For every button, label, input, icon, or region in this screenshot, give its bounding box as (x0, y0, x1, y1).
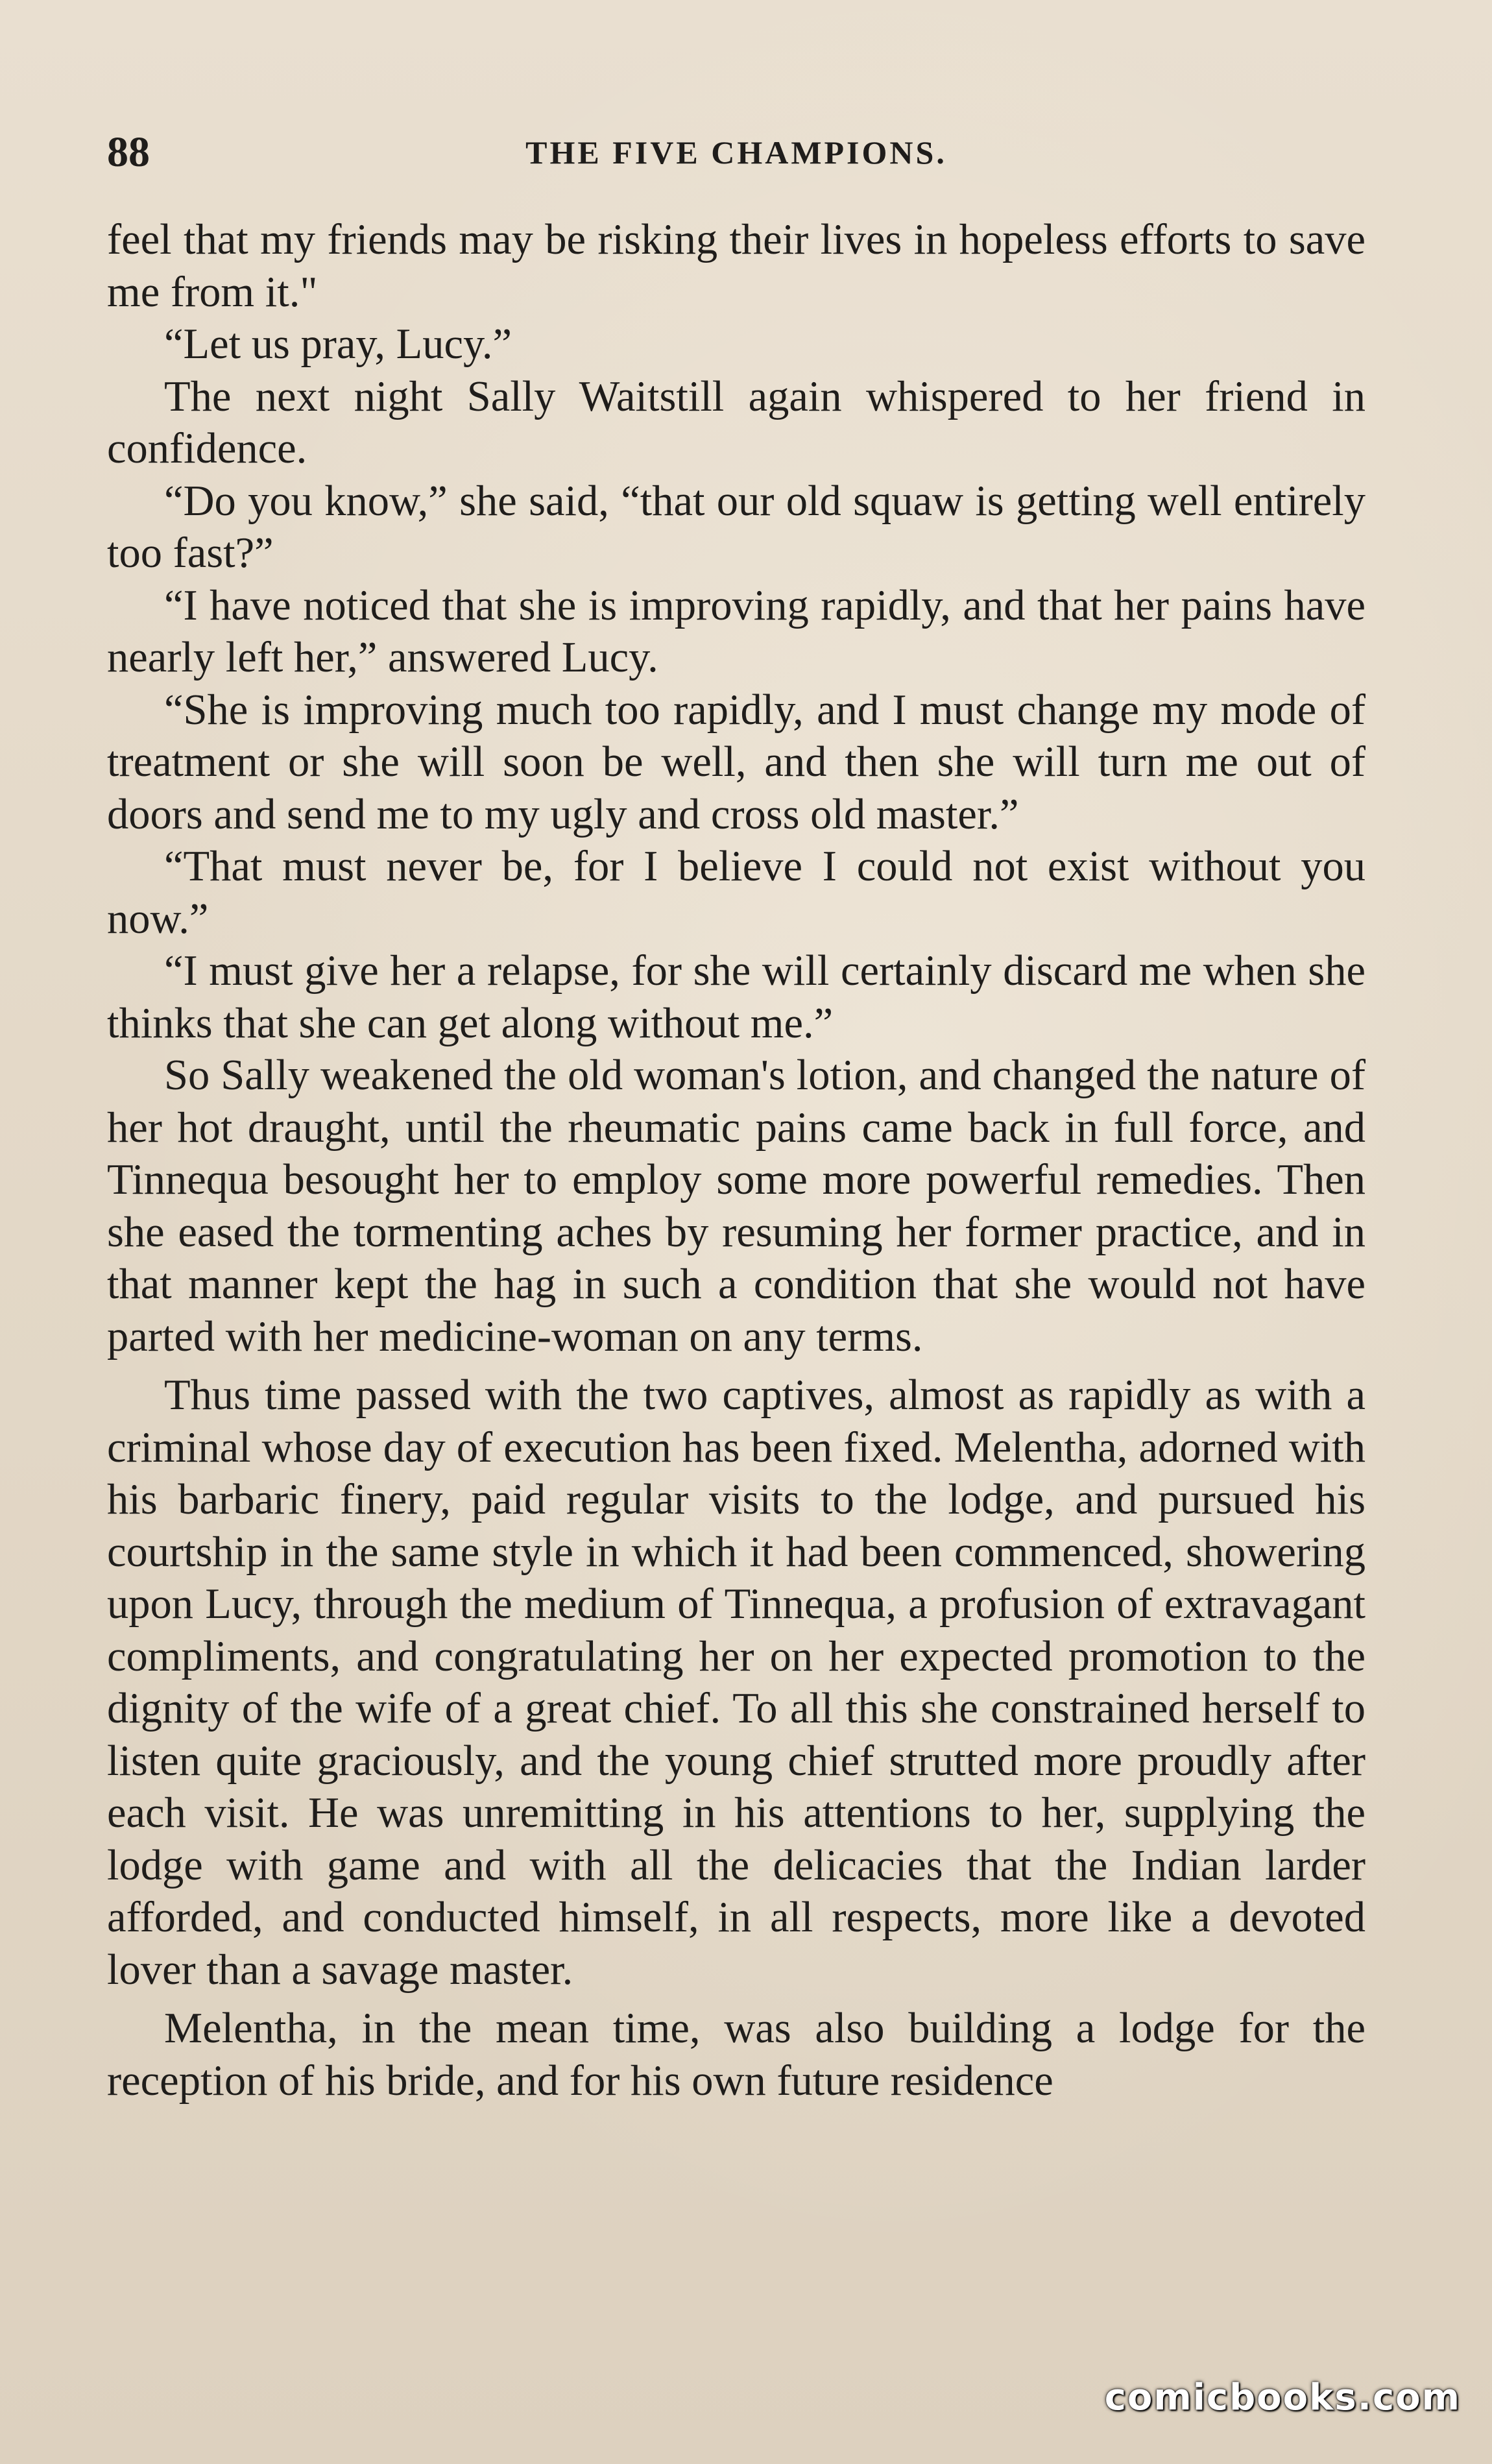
page-number: 88 (107, 128, 150, 176)
page-header (107, 123, 1366, 182)
watermark: comicbooks.com (1104, 2376, 1461, 2419)
paragraph: “That must never be, for I believe I could not exist without you now.” (107, 843, 1366, 943)
paragraph: So Sally weakened the old woman's lotion, and changed the nature of her hot draught, until the rheumatic pains came back in full force, and Tinnequa besought her to employ some more powerful remedies. Then she eased the tormenting aches by resuming her former practice, and in that manner kept the hag in such a condition that she would not have parted with her medicine-woman on any terms. (107, 1052, 1366, 1360)
paragraph: Melentha, in the mean time, was also building a lodge for the reception of his bride, and for his own future residence (107, 2005, 1366, 2105)
paragraph: “I must give her a relapse, for she will certainly discard me when she thinks that she can get along without me.” (107, 947, 1366, 1047)
paragraph: “I have noticed that she is improving rapidly, and that her pains have nearly left her,” answered Lucy. (107, 581, 1366, 681)
paragraph: “Let us pray, Lucy.” (164, 320, 512, 368)
paragraph: feel that my friends may be risking their lives in hopeless efforts to save me from it." (107, 216, 1366, 316)
paragraph: Thus time passed with the two captives, almost as rapidly as with a criminal whose day of execution has been fixed. Melentha, adorned with his barbaric finery, paid regular visits to the lodge, and pursued his courtship in the same style in which it had been commenced, showering upon Lucy, through the medium of Tinnequa, a profusion of extravagant compliments, and congratulating her on her expected promotion to the dignity of the wife of a great chief. To all this she constrained herself to listen quite graciously, and the young chief strutted more proudly after each visit. He was unremitting in his attentions to her, supplying the lodge with game and with all the delicacies that the Indian larder afforded, and conducted himself, in all respects, more like a devoted lover than a savage master. (107, 1371, 1366, 1994)
paragraph: The next night Sally Waitstill again whispered to her friend in confidence. (107, 372, 1366, 472)
running-head: THE FIVE CHAMPIONS. (525, 134, 947, 171)
body-text (107, 214, 1366, 2107)
paragraph: “Do you know,” she said, “that our old squaw is getting well entirely too fast?” (107, 477, 1366, 577)
paragraph: “She is improving much too rapidly, and I must change my mode of treatment or she will soon be well, and then she will turn me out of doors and send me to my ugly and cross old master.” (107, 686, 1366, 838)
